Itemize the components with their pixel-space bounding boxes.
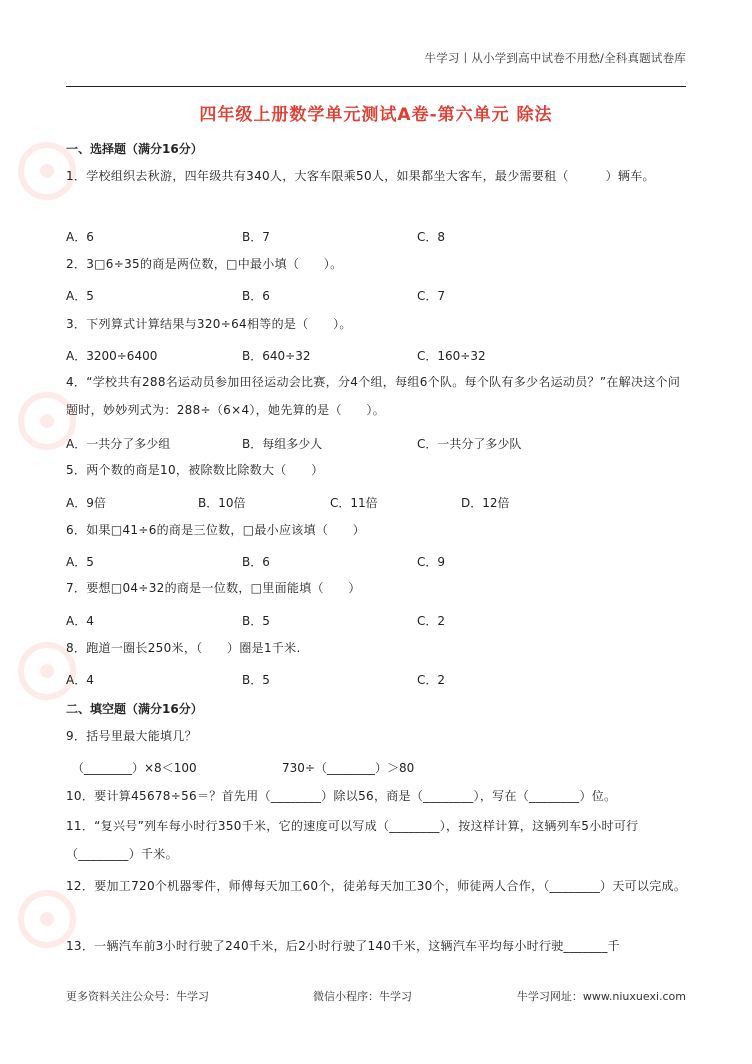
options-row-8 bbox=[66, 671, 686, 689]
option-b: B．10倍 bbox=[198, 496, 246, 510]
option-c: C．8 bbox=[417, 230, 446, 244]
options-row-4 bbox=[66, 435, 686, 453]
blank-row-9 bbox=[66, 759, 686, 777]
header-text: 牛学习丨从小学到高中试卷不用愁/全科真题试卷库 bbox=[424, 51, 686, 65]
options-row-5 bbox=[66, 494, 686, 512]
option-a: A．6 bbox=[66, 230, 94, 244]
blank-expression-right: 730÷（________）＞80 bbox=[282, 761, 415, 775]
option-a: A．4 bbox=[66, 673, 94, 687]
section-heading-fill: 二、填空题（满分16分） bbox=[66, 702, 203, 716]
footer-center: 微信小程序：牛学习 bbox=[313, 990, 412, 1003]
option-b: B．6 bbox=[242, 555, 270, 569]
question-3: 3．下列算式计算结果与320÷64相等的是（ ）。 bbox=[66, 317, 352, 331]
blank-expression-left: （________）×8＜100 bbox=[72, 761, 197, 775]
footer-left: 更多资料关注公众号：牛学习 bbox=[66, 990, 209, 1003]
section-heading-choice: 一、选择题（满分16分） bbox=[66, 142, 203, 156]
options-row-6 bbox=[66, 553, 686, 571]
question-7: 7．要想□04÷32的商是一位数，□里面能填（ ） bbox=[66, 581, 361, 595]
question-12: 12．要加工720个机器零件，师傅每天加工60个，徒弟每天加工30个，师徒两人合作，（________）天可以完成。 bbox=[66, 879, 687, 893]
options-row-2 bbox=[66, 287, 686, 305]
question-10: 10．要计算45678÷56＝？首先用（________）除以56，商是（________），写在（________）位。 bbox=[66, 789, 617, 803]
options-row-1 bbox=[66, 228, 686, 246]
question-9: 9．括号里最大能填几？ bbox=[66, 729, 197, 743]
question-8: 8．跑道一圈长250米，（ ）圈是1千米. bbox=[66, 641, 301, 655]
question-1: 1．学校组织去秋游，四年级共有340人，大客车限乘50人，如果都坐大客车，最少需要租（ ）辆车。 bbox=[66, 169, 655, 183]
option-a: A．5 bbox=[66, 289, 94, 303]
question-13: 13．一辆汽车前3小时行驶了240千米，后2小时行驶了140千米，这辆汽车平均每小时行驶_______千 bbox=[66, 939, 620, 953]
option-b: B．5 bbox=[242, 614, 270, 628]
option-a: A．5 bbox=[66, 555, 94, 569]
option-a: A．3200÷6400 bbox=[66, 349, 158, 363]
option-c: C．7 bbox=[417, 289, 446, 303]
footer-right: 牛学习网址：www.niuxuexi.com bbox=[516, 990, 686, 1003]
option-b: B．7 bbox=[242, 230, 270, 244]
option-c: C．2 bbox=[417, 673, 446, 687]
option-b: B．5 bbox=[242, 673, 270, 687]
option-d: D．12倍 bbox=[461, 496, 510, 510]
options-row-7 bbox=[66, 612, 686, 630]
question-4: 4．“学校共有288名运动员参加田径运动会比赛，分4个组，每组6个队。每个队有多少名运动员？”在解决这个问题时，妙妙列式为：288÷（6×4），她先算的是（ ）。 bbox=[66, 375, 681, 417]
option-c: C．一共分了多少队 bbox=[417, 437, 522, 451]
option-c: C．160÷32 bbox=[417, 349, 486, 363]
option-a: A．一共分了多少组 bbox=[66, 437, 171, 451]
page-title: 四年级上册数学单元测试A卷-第六单元 除法 bbox=[199, 105, 553, 125]
option-a: A．9倍 bbox=[66, 496, 106, 510]
header-divider bbox=[66, 86, 686, 87]
question-5: 5．两个数的商是10，被除数比除数大（ ） bbox=[66, 463, 324, 477]
option-c: C．9 bbox=[417, 555, 446, 569]
option-b: B．6 bbox=[242, 289, 270, 303]
option-b: B．640÷32 bbox=[242, 349, 311, 363]
option-b: B．每组多少人 bbox=[242, 437, 323, 451]
question-2: 2．3□6÷35的商是两位数，□中最小填（ ）。 bbox=[66, 257, 343, 271]
question-6: 6．如果□41÷6的商是三位数，□最小应该填（ ） bbox=[66, 523, 366, 537]
option-c: C．11倍 bbox=[330, 496, 378, 510]
option-c: C．2 bbox=[417, 614, 446, 628]
question-11: 11．“复兴号”列车每小时行350千米，它的速度可以写成（________），按这样计算，这辆列车5小时可行（________）千米。 bbox=[66, 819, 639, 861]
options-row-3 bbox=[66, 347, 686, 365]
option-a: A．4 bbox=[66, 614, 94, 628]
